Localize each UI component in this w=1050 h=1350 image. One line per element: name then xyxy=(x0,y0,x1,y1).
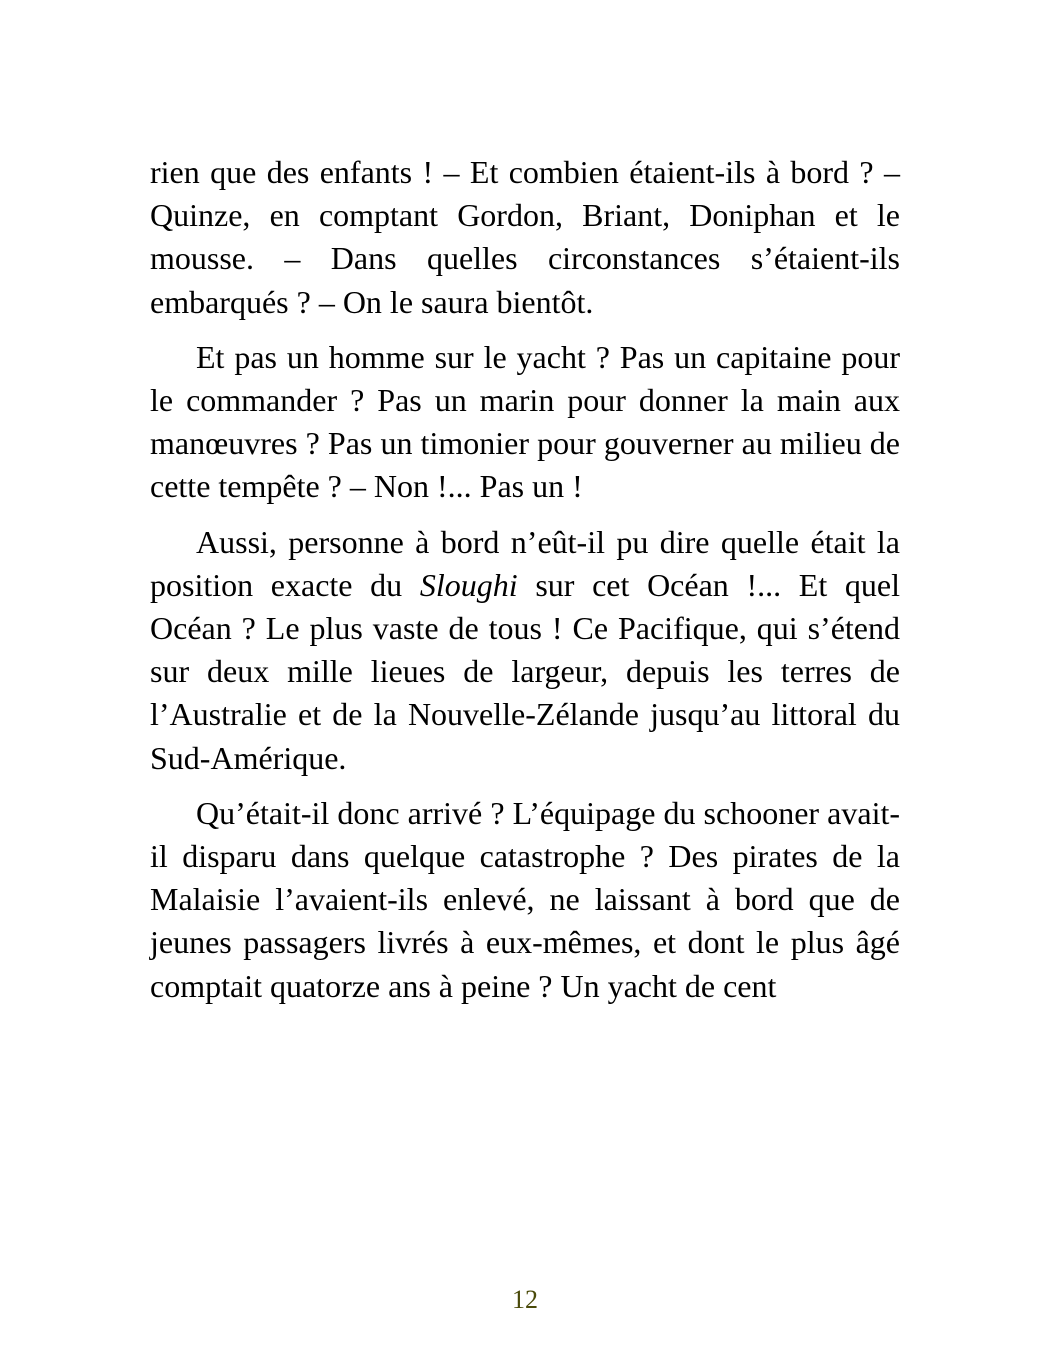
paragraph-4: Qu’était-il donc arrivé ? L’équipage du schooner avait-il disparu dans quelque catastrophe ? Des pirates de la Malaisie l’avaient-ils enlevé, ne laissant à bord que de jeunes passagers livrés à eux-mêmes, et dont le plus âgé comptait quatorze ans à peine ? Un yacht de cent xyxy=(150,794,900,1004)
paragraph-2: Et pas un homme sur le yacht ? Pas un capitaine pour le commander ? Pas un marin pour donner la main aux manœuvres ? Pas un timonier pour gouverner au milieu de cette tempête ? – Non !... Pas un ! xyxy=(150,338,900,505)
page-number: 12 xyxy=(512,1285,538,1314)
paragraph-3-end: sur cet Océan !... Et quel Océan ? Le plus vaste de tous ! Ce Pacifique, qui s’étend sur deux mille lieues de largeur, depuis les terres de l’Australie et de la Nouvelle-Zélande jusqu’au littoral du Sud-Amérique. xyxy=(150,566,901,776)
ship-name-sloughi: Sloughi xyxy=(419,566,518,603)
paragraph-3-start: Aussi, personne à bord n’eût-il pu dire quelle était la position exacte du xyxy=(150,523,900,603)
paragraph-3 xyxy=(150,521,900,780)
paragraph-1: rien que des enfants ! – Et combien étaient-ils à bord ? – Quinze, en comptant Gordon, Briant, Doniphan et le mousse. – Dans quelles circonstances s’étaient-ils embarqués ? – On le saura bientôt. xyxy=(150,154,900,320)
page-body xyxy=(150,151,900,1020)
